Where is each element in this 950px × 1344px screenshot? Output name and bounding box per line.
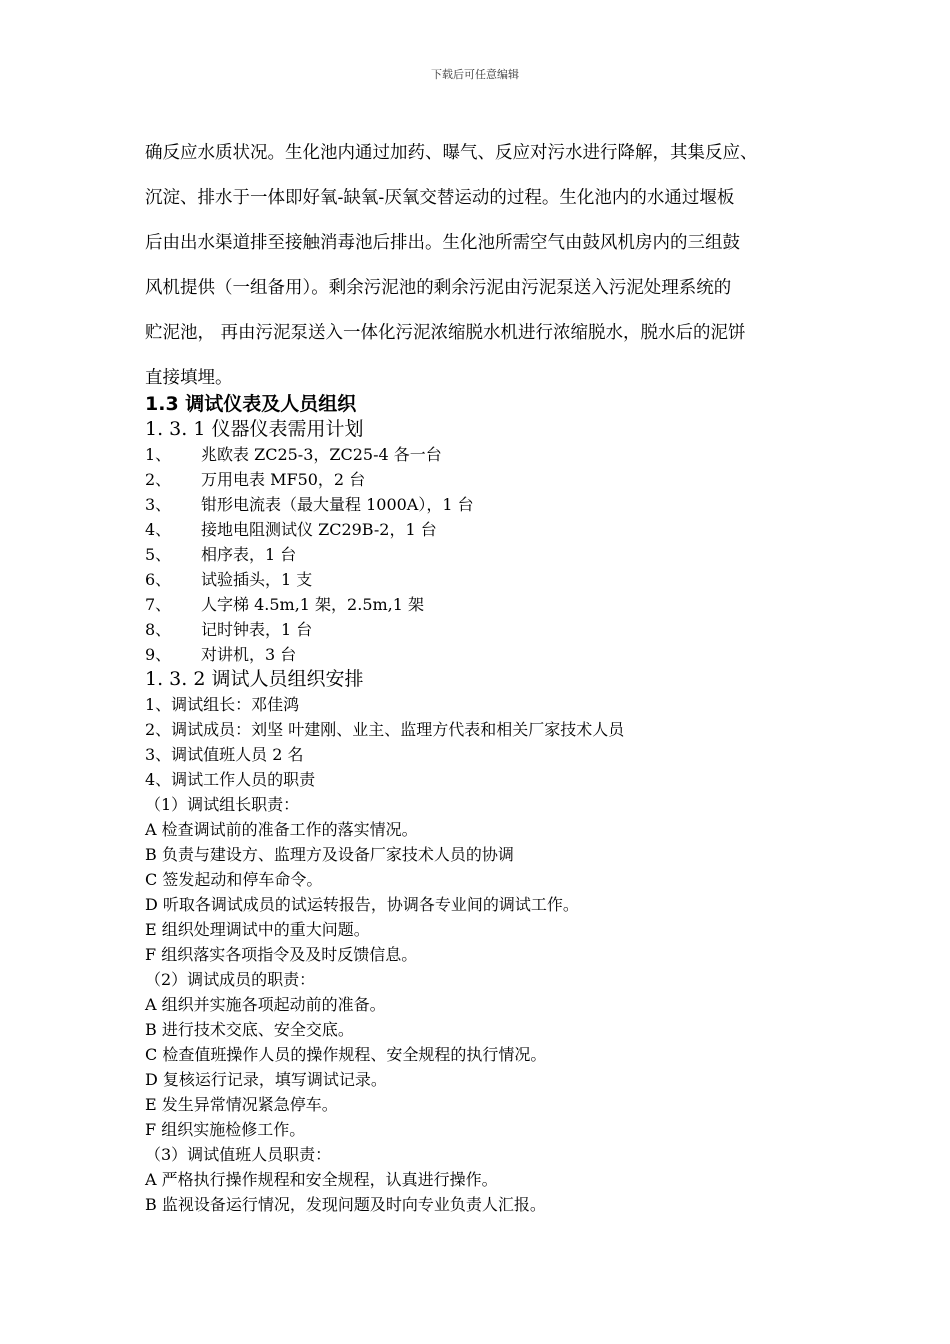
list-item (145, 592, 813, 617)
item-text: 试验插头，1 支 (201, 570, 313, 589)
item-number: 6、 (145, 570, 172, 589)
item-text: 对讲机，3 台 (201, 645, 297, 664)
personnel-line: A 组织并实施各项起动前的准备。 (145, 995, 386, 1014)
instruments-title: 1. 3. 1 仪器仪表需用计划 (145, 418, 364, 440)
paragraph-line: 确反应水质状况。生化池内通过加药、曝气、反应对污水进行降解，其集反应、 (145, 143, 758, 163)
section-title: 1.3 调试仪表及人员组织 (145, 393, 357, 415)
personnel-line: B 进行技术交底、安全交底。 (145, 1020, 354, 1039)
personnel-line: 1、调试组长：邓佳鸿 (145, 695, 300, 714)
personnel-line: F 组织落实各项指令及及时反馈信息。 (145, 945, 418, 964)
item-text: 相序表，1 台 (201, 545, 297, 564)
intro-paragraph (145, 138, 813, 392)
list-item (145, 492, 813, 517)
item-text: 兆欧表 ZC25-3，ZC25-4 各一台 (201, 445, 442, 464)
personnel-line: 4、调试工作人员的职责 (145, 770, 316, 789)
item-text: 人字梯 4.5m,1 架，2.5m,1 架 (201, 595, 425, 614)
personnel-line: D 听取各调试成员的试运转报告，协调各专业间的调试工作。 (145, 895, 579, 914)
list-item (145, 542, 813, 567)
list-item (145, 642, 813, 667)
item-number: 4、 (145, 520, 172, 539)
item-number: 1、 (145, 445, 172, 464)
paragraph-line: 沉淀、排水于一体即好氧-缺氧-厌氧交替运动的过程。生化池内的水通过堰板 (145, 188, 735, 208)
personnel-line: A 检查调试前的准备工作的落实情况。 (145, 820, 418, 839)
item-number: 5、 (145, 545, 172, 564)
personnel-line: B 监视设备运行情况，发现问题及时向专业负责人汇报。 (145, 1195, 546, 1214)
personnel-line: C 签发起动和停车命令。 (145, 870, 323, 889)
paragraph-line: 后由出水渠道排至接触消毒池后排出。生化池所需空气由鼓风机房内的三组鼓 (145, 233, 740, 253)
list-item (145, 442, 813, 467)
list-item (145, 617, 813, 642)
page-header: 下载后可任意编辑 (431, 68, 519, 81)
item-number: 7、 (145, 595, 172, 614)
paragraph-line: 贮泥池， 再由污泥泵送入一体化污泥浓缩脱水机进行浓缩脱水，脱水后的泥饼 (145, 323, 746, 343)
personnel-line: C 检查值班操作人员的操作规程、安全规程的执行情况。 (145, 1045, 547, 1064)
list-item (145, 517, 813, 542)
personnel-line: A 严格执行操作规程和安全规程，认真进行操作。 (145, 1170, 498, 1189)
list-item (145, 467, 813, 492)
paragraph-line: 风机提供（一组备用）。剩余污泥池的剩余污泥由污泥泵送入污泥处理系统的 (145, 278, 732, 298)
personnel-line: 3、调试值班人员 2 名 (145, 745, 304, 764)
instrument-list (145, 442, 813, 667)
item-number: 3、 (145, 495, 172, 514)
personnel-line: E 组织处理调试中的重大问题。 (145, 920, 370, 939)
personnel-line: F 组织实施检修工作。 (145, 1120, 306, 1139)
document-body (145, 138, 813, 1217)
item-text: 钳形电流表（最大量程 1000A），1 台 (201, 495, 474, 514)
personnel-line: （3）调试值班人员职责： (145, 1145, 332, 1164)
personnel-line: （1）调试组长职责： (145, 795, 300, 814)
personnel-line: D 复核运行记录，填写调试记录。 (145, 1070, 387, 1089)
item-text: 万用电表 MF50，2 台 (201, 470, 366, 489)
personnel-line: 2、调试成员：刘坚 叶建刚、业主、监理方代表和相关厂家技术人员 (145, 720, 625, 739)
list-item (145, 567, 813, 592)
personnel-list (145, 692, 813, 1217)
personnel-line: （2）调试成员的职责： (145, 970, 316, 989)
item-text: 接地电阻测试仪 ZC29B-2，1 台 (201, 520, 437, 539)
personnel-line: B 负责与建设方、监理方及设备厂家技术人员的协调 (145, 845, 514, 864)
item-number: 9、 (145, 645, 172, 664)
paragraph-line: 直接填埋。 (145, 368, 233, 388)
item-number: 2、 (145, 470, 172, 489)
personnel-line: E 发生异常情况紧急停车。 (145, 1095, 338, 1114)
personnel-title: 1. 3. 2 调试人员组织安排 (145, 668, 364, 690)
item-text: 记时钟表，1 台 (201, 620, 313, 639)
item-number: 8、 (145, 620, 172, 639)
